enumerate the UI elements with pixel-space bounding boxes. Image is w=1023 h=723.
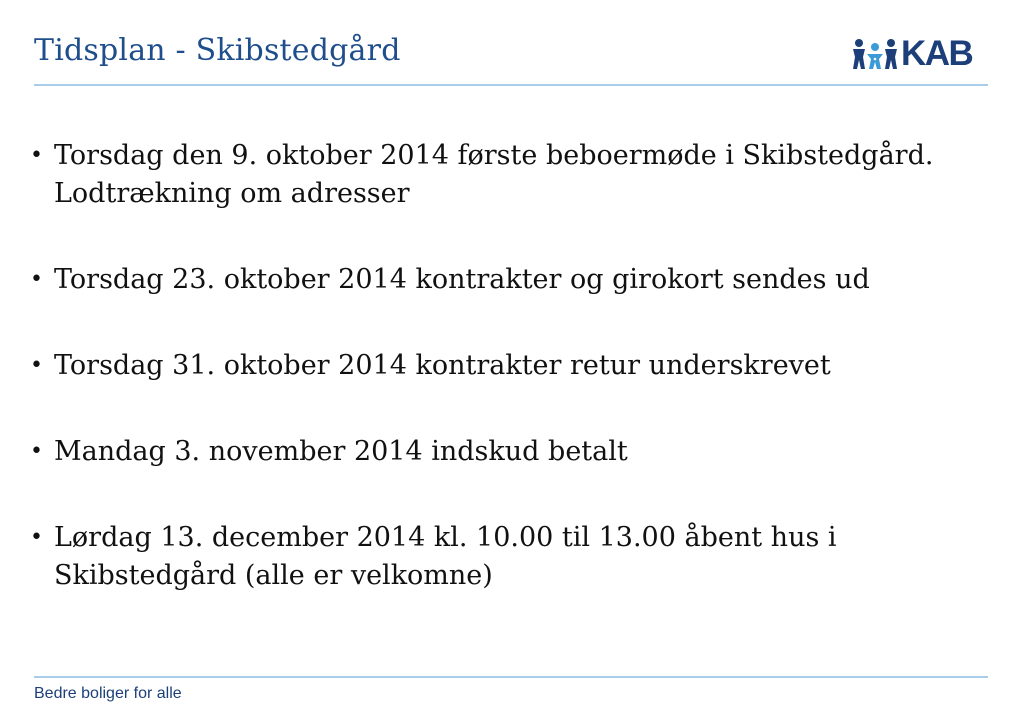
bullet-list (30, 137, 980, 643)
list-item: • Torsdag 23. oktober 2014 kontrakter og girokort sendes ud (30, 261, 980, 299)
kab-logo (852, 36, 972, 71)
list-item: • Mandag 3. november 2014 indskud betalt (30, 433, 980, 471)
kab-people-logo-icon (852, 37, 898, 71)
header-divider (34, 84, 988, 86)
footer-tagline: Bedre boliger for alle (34, 685, 182, 702)
page-title: Tidsplan - Skibstedgård (34, 33, 401, 68)
list-item: • Torsdag 31. oktober 2014 kontrakter retur underskrevet (30, 347, 980, 385)
list-item: • Torsdag den 9. oktober 2014 første beboermøde i Skibstedgård. Lodtrækning om adresser (30, 137, 980, 213)
logo-wordmark: KAB (901, 34, 973, 73)
list-item: • Lørdag 13. december 2014 kl. 10.00 til 13.00 åbent hus i Skibstedgård (alle er velkomne) (30, 519, 980, 595)
footer-divider (34, 676, 988, 678)
